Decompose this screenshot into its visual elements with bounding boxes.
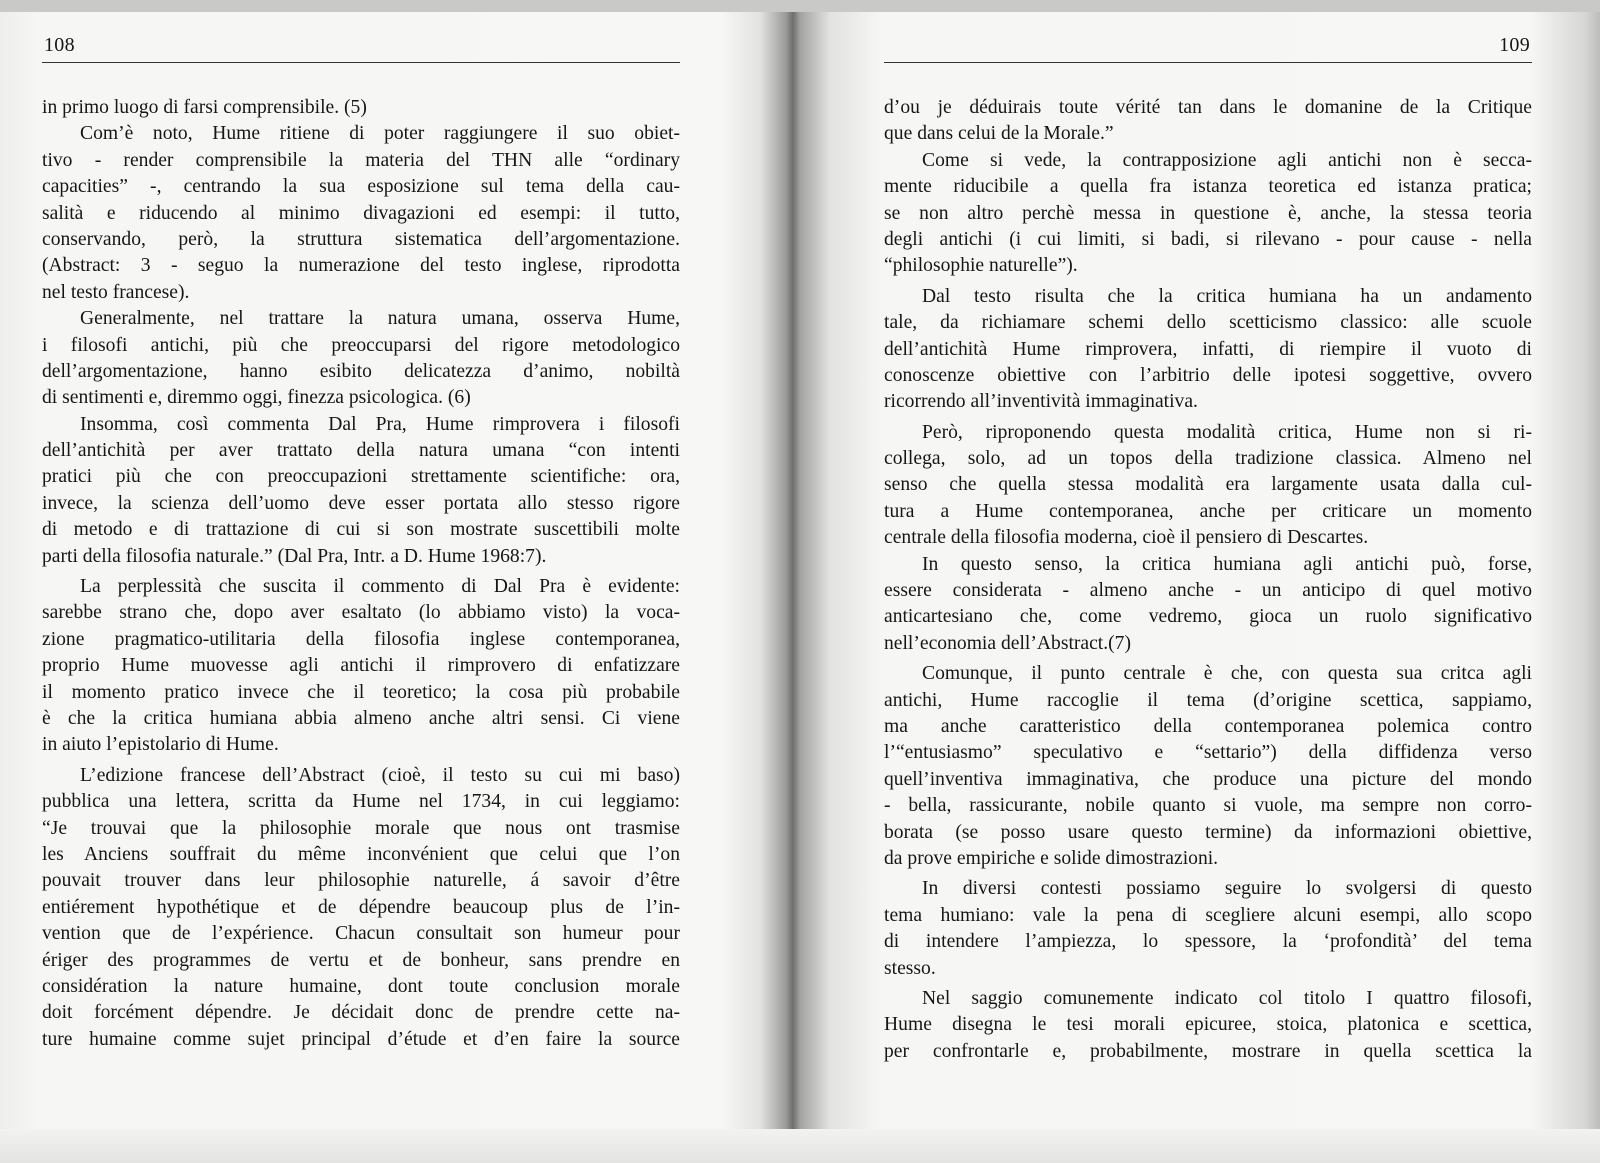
text-line: tale, da richiamare schemi dello scetticismo classico: alle scuole: [884, 312, 1532, 334]
text-line: pubblica una lettera, scritta da Hume nel 1734, in cui leggiamo:: [42, 791, 680, 813]
text-line: Comunque, il punto centrale è che, con questa sua critca agli: [922, 663, 1532, 685]
text-line: Com’è noto, Hume ritiene di poter raggiungere il suo obiet-: [80, 123, 680, 145]
left-page: [42, 26, 680, 1050]
text-line: i filosofi antichi, più che preoccuparsi del rigore metodologico: [42, 334, 680, 356]
text-line: degli antichi (i cui limiti, si badi, si rilevano - pour cause - nella: [884, 228, 1532, 250]
text-line: Come si vede, la contrapposizione agli antichi non è secca-: [922, 149, 1532, 171]
text-line: les Anciens souffrait du même inconvénient que celui que l’on: [42, 843, 680, 865]
text-line: zione pragmatico-utilitaria della filosofia inglese contemporanea,: [42, 628, 680, 650]
text-line: doit forcément dépendre. Je décidait donc de prendre cette na-: [42, 1002, 680, 1024]
text-line: anticartesiano che, come vedremo, gioca un ruolo significativo: [884, 606, 1532, 628]
text-line: borata (se posso usare questo termine) da informazioni obiettive,: [884, 821, 1532, 843]
text-line: considération la nature humaine, dont toute conclusion morale: [42, 975, 680, 997]
text-line: per confrontarle e, probabilmente, mostrare in quella scettica la: [884, 1040, 1532, 1062]
text-line: La perplessità che suscita il commento di Dal Pra è evidente:: [80, 576, 680, 598]
text-line: sarebbe strano che, dopo aver esaltato (lo abbiamo visto) la voca-: [42, 602, 680, 624]
scan-bottom-edge: [0, 1129, 1600, 1163]
text-line: que dans celui de la Morale.”: [884, 123, 1114, 145]
text-line: invece, la scienza dell’uomo deve esser portata allo stesso rigore: [42, 492, 680, 514]
text-line: nel testo francese).: [42, 281, 190, 303]
text-line: nell’economia dell’Abstract.(7): [884, 632, 1131, 654]
text-line: dell’antichità Hume rimprovera, infatti, di riempire il vuoto di: [884, 338, 1532, 360]
left-page-body: [42, 95, 680, 1053]
text-line: l’“entusiasmo” speculativo e “settario”) della diffidenza verso: [884, 742, 1532, 764]
text-line: Insomma, così commenta Dal Pra, Hume rimprovera i filosofi: [80, 413, 680, 435]
text-line: il momento pratico invece che il teoretico; la cosa più probabile: [42, 681, 680, 703]
text-line: senso che quella stessa modalità era largamente usata dalla cul-: [884, 474, 1532, 496]
text-line: ture humaine comme sujet principal d’étude et d’en faire la source: [42, 1028, 680, 1050]
text-line: da prove empiriche e solide dimostrazioni.: [884, 847, 1219, 869]
text-line: capacities” -, centrando la sua esposizione sul tema della cau-: [42, 176, 680, 198]
text-line: se non altro perchè messa in questione è, anche, la stessa teoria: [884, 202, 1532, 224]
right-page: [884, 26, 1532, 1062]
text-line: parti della filosofia naturale.” (Dal Pra, Intr. a D. Hume 1968:7).: [42, 545, 547, 567]
text-line: (Abstract: 3 - seguo la numerazione del testo inglese, riprodotta: [42, 255, 680, 277]
text-line: “Je trouvai que la philosophie morale que nous ont trasmise: [42, 817, 680, 839]
text-line: “philosophie naturelle”).: [884, 255, 1078, 277]
text-line: quell’inventiva immaginativa, che produce una picture del mondo: [884, 768, 1532, 790]
text-line: dell’argomentazione, hanno esibito delicatezza d’animo, nobiltà: [42, 360, 680, 382]
text-line: entiérement hypothétique et de dépendre beaucoup plus de l’in-: [42, 896, 680, 918]
text-line: centrale della filosofia moderna, cioè il pensiero di Descartes.: [884, 527, 1369, 549]
text-line: Generalmente, nel trattare la natura umana, osserva Hume,: [80, 308, 680, 330]
text-line: tema humiano: vale la pena di scegliere alcuni esempi, allo scopo: [884, 904, 1532, 926]
text-line: in aiuto l’epistolario di Hume.: [42, 734, 279, 756]
text-line: di intendere l’ampiezza, lo spessore, la ‘profondità’ del tema: [884, 931, 1532, 953]
text-line: essere considerata - almeno anche - un anticipo di quel motivo: [884, 580, 1532, 602]
text-line: ériger des programmes de vertu et de bonheur, sans prendre en: [42, 949, 680, 971]
text-line: vention que de l’expérience. Chacun consultait son humeur pour: [42, 923, 680, 945]
text-line: di sentimenti e, diremmo oggi, finezza psicologica. (6): [42, 387, 471, 409]
right-page-header: [884, 26, 1532, 63]
text-line: L’edizione francese dell’Abstract (cioè, il testo su cui mi baso): [80, 764, 680, 786]
text-line: Hume disegna le tesi morali epicuree, stoica, platonica e scettica,: [884, 1014, 1532, 1036]
text-line: salità e riducendo al minimo divagazioni ed esempi: il tutto,: [42, 202, 680, 224]
text-line: stesso.: [884, 957, 936, 979]
text-line: Nel saggio comunemente indicato col titolo I quattro filosofi,: [922, 987, 1532, 1009]
text-line: pratici più che con preoccupazioni strettamente scientifiche: ora,: [42, 466, 680, 488]
text-line: è che la critica humiana abbia almeno anche altri sensi. Ci viene: [42, 707, 680, 729]
text-line: In diversi contesti possiamo seguire lo svolgersi di questo: [922, 878, 1532, 900]
text-line: d’ou je déduirais toute vérité tan dans le domanine de la Critique: [884, 97, 1532, 118]
text-line: dell’antichità per aver trattato della natura umana “con intenti: [42, 440, 680, 462]
text-line: Però, riproponendo questa modalità critica, Hume non si ri-: [922, 421, 1532, 443]
text-line: mente riducibile a quella fra istanza teoretica ed istanza pratica;: [884, 176, 1532, 198]
text-line: conoscenze obiettive con l’arbitrio delle ipotesi soggettive, ovvero: [884, 364, 1532, 386]
text-line: ricorrendo all’inventività immaginativa.: [884, 391, 1198, 413]
text-line: antichi, Hume raccoglie il tema (d’origine scettica, sappiamo,: [884, 689, 1532, 711]
text-line: conservando, però, la struttura sistematica dell’argomentazione.: [42, 228, 680, 250]
text-line: di metodo e di trattazione di cui si son mostrate suscettibili molte: [42, 519, 680, 541]
text-line: in primo luogo di farsi comprensibile. (5): [42, 97, 367, 118]
text-line: tivo - render comprensibile la materia del THN alle “ordinary: [42, 149, 680, 171]
right-page-body: [884, 95, 1532, 1065]
text-line: collega, solo, ad un topos della tradizione classica. Almeno nel: [884, 448, 1532, 470]
text-line: ma anche caratteristico della contemporanea polemica contro: [884, 715, 1532, 737]
right-page-number: 109: [1499, 34, 1530, 56]
text-line: tura a Hume contemporanea, anche per criticare un momento: [884, 500, 1532, 522]
left-page-header: [42, 26, 680, 63]
text-line: - bella, rassicurante, nobile quanto si vuole, ma sempre non corro-: [884, 795, 1532, 817]
text-line: pouvait trouver dans leur philosophie naturelle, á savoir d’être: [42, 870, 680, 892]
text-line: In questo senso, la critica humiana agli antichi può, forse,: [922, 553, 1532, 575]
text-line: Dal testo risulta che la critica humiana ha un andamento: [922, 285, 1532, 307]
text-line: proprio Hume muovesse agli antichi il rimprovero di enfatizzare: [42, 655, 680, 677]
scan-top-edge: [0, 0, 1600, 12]
left-page-number: 108: [44, 34, 75, 56]
